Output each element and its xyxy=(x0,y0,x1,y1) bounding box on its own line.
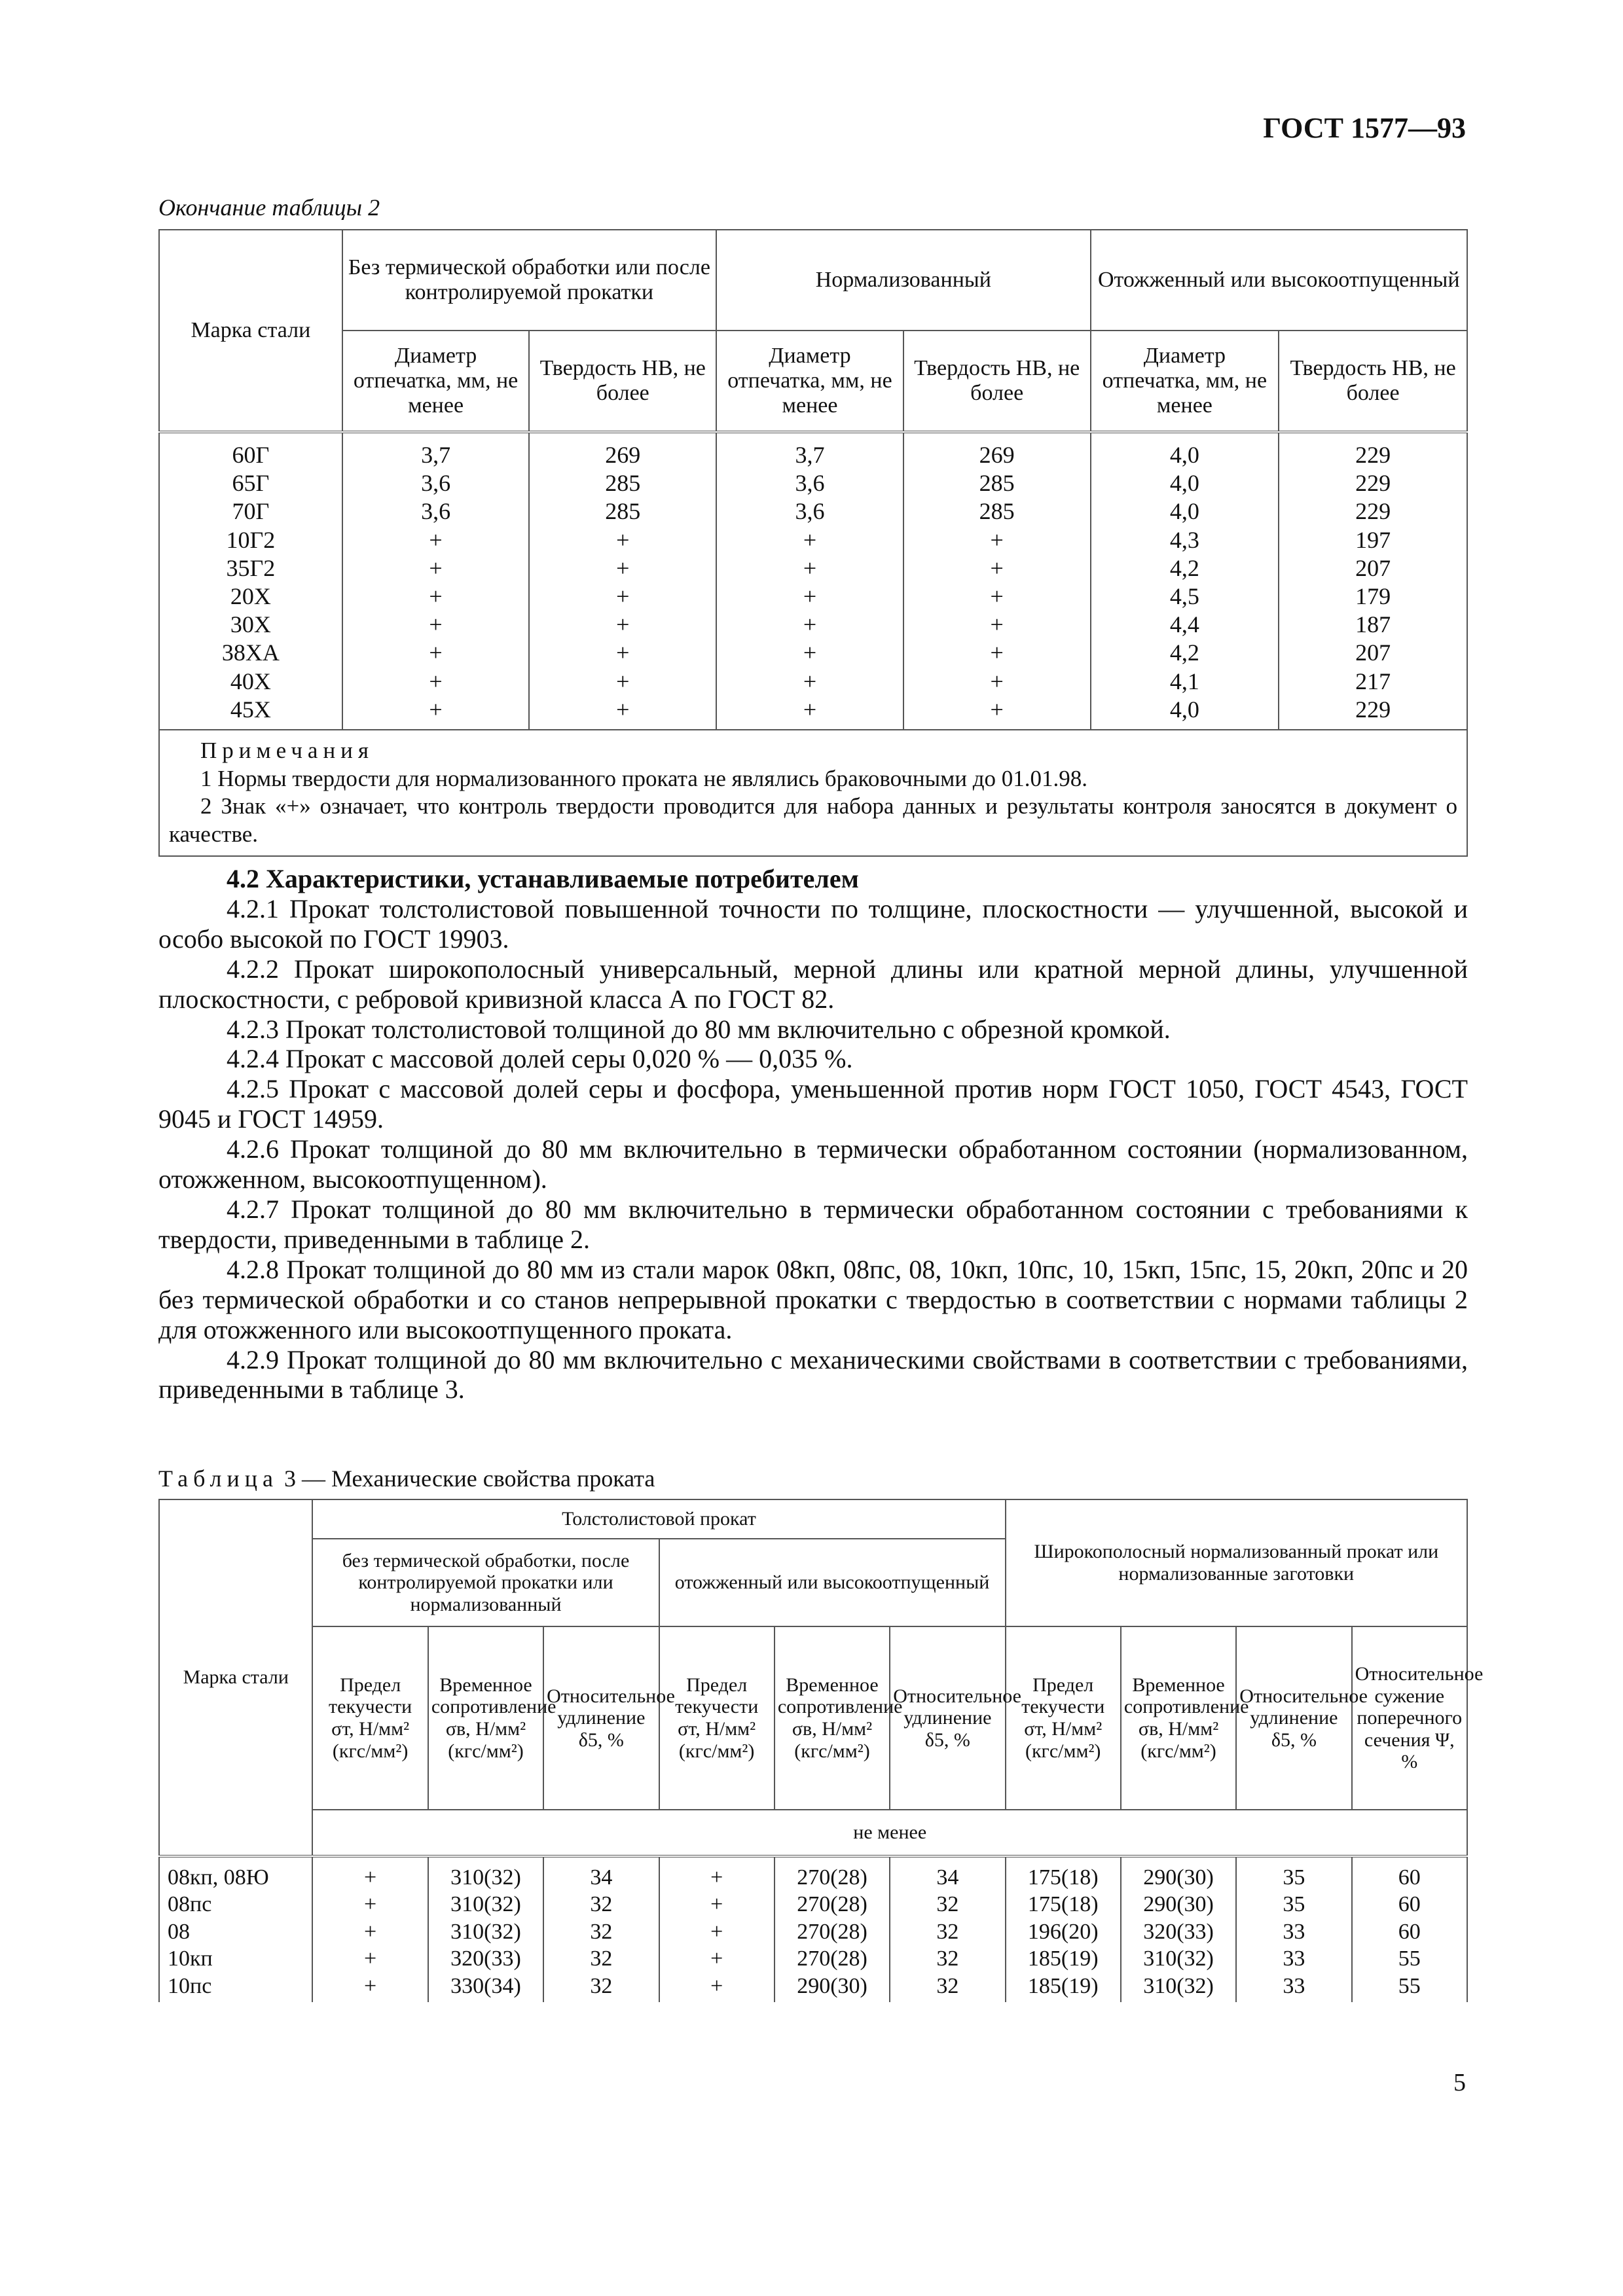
header-diameter: Диаметр отпечатка, мм, не менее xyxy=(342,331,530,432)
header-reduction: Относительное сужение поперечного сечения Ψ, % xyxy=(1352,1626,1467,1810)
marks-column: 08кп, 08Ю 08пс 08 10кп 10пс xyxy=(159,1856,312,2002)
header-diameter: Диаметр отпечатка, мм, не менее xyxy=(716,331,903,432)
data-column: 229 229 229 197 207 179 187 207 217 229 xyxy=(1279,432,1467,730)
paragraph: 4.2.6 Прокат толщиной до 80 мм включительно в термически обработанном состоянии (нормализованном, отожженном, высокоотпущенном). xyxy=(158,1134,1468,1194)
header-group-no-treatment: Без термической обработки или после контролируемой прокатки xyxy=(342,230,716,331)
marks-column: 60Г 65Г 70Г 10Г2 35Г2 20Х 30Х 38ХА 40Х 45Х xyxy=(159,432,342,730)
paragraph: 4.2.8 Прокат толщиной до 80 мм из стали марок 08кп, 08пс, 08, 10кп, 10пс, 10, 15кп, 15пс, 15, 20кп, 20пс и 20 без термической обработки и со станов непрерывной прокатки с твердостью в соответствии с нормами таблицы 2 для отожженного или высокоотпущенного проката. xyxy=(158,1254,1468,1344)
data-column: 310(32) 310(32) 310(32) 320(33) 330(34) xyxy=(428,1856,543,2002)
header-group-thick: Толстолистовой прокат xyxy=(312,1499,1005,1539)
header-sub-annealed: отожженный или высокоотпущенный xyxy=(659,1539,1006,1626)
header-hardness: Твердость НВ, не более xyxy=(903,331,1091,432)
data-column: 175(18) 175(18) 196(20) 185(19) 185(19) xyxy=(1006,1856,1121,2002)
paragraph: 4.2.9 Прокат толщиной до 80 мм включительно с механическими свойствами в соответствии с требованиями, приведенными в таблице 3. xyxy=(158,1344,1468,1405)
note-2: 2 Знак «+» означает, что контроль твердости проводится для набора данных и результаты контроля заносятся в документ о качестве. xyxy=(169,793,1457,847)
data-column: 269 285 285 + + + + + + + xyxy=(529,432,716,730)
paragraph: 4.2.2 Прокат широкополосный универсальный, мерной длины или кратной мерной длины, улучшенной плоскостности, с ребровой кривизной класса А по ГОСТ 82. xyxy=(158,954,1468,1014)
header-tensile: Временное сопротивление σв, Н/мм² (кгс/мм²) xyxy=(1121,1626,1236,1810)
data-column: 3,7 3,6 3,6 + + + + + + + xyxy=(342,432,530,730)
section-heading: 4.2 Характеристики, устанавливаемые потребителем xyxy=(227,864,859,893)
data-column: 35 35 33 33 33 xyxy=(1236,1856,1351,2002)
data-column: + + + + + xyxy=(659,1856,775,2002)
paragraph: 4.2.5 Прокат с массовой долей серы и фосфора, уменьшенной против норм ГОСТ 1050, ГОСТ 4543, ГОСТ 9045 и ГОСТ 14959. xyxy=(158,1074,1468,1134)
header-not-less: не менее xyxy=(312,1810,1467,1856)
header-group-normalized: Нормализованный xyxy=(716,230,1090,331)
header-hardness: Твердость НВ, не более xyxy=(529,331,716,432)
document-id: ГОСТ 1577—93 xyxy=(1263,112,1466,144)
header-group-annealed: Отожженный или высокоотпущенный xyxy=(1091,230,1467,331)
header-yield: Предел текучести σт, Н/мм² (кгс/мм²) xyxy=(1006,1626,1121,1810)
paragraph: 4.2.4 Прокат с массовой долей серы 0,020 % — 0,035 %. xyxy=(227,1044,853,1074)
header-hardness: Твердость НВ, не более xyxy=(1279,331,1467,432)
header-elongation: Относительное удлинение δ5, % xyxy=(543,1626,659,1810)
header-group-wide: Широкополосный нормализованный прокат или нормализованные заготовки xyxy=(1006,1499,1467,1626)
paragraph: 4.2.1 Прокат толстолистовой повышенной точности по толщине, плоскостности — улучшенной, высокой и особо высокой по ГОСТ 19903. xyxy=(158,893,1468,954)
table-3 xyxy=(158,1499,1484,2002)
table3-caption-word: Таблица xyxy=(158,1465,278,1492)
data-column: 270(28) 270(28) 270(28) 270(28) 290(30) xyxy=(775,1856,890,2002)
data-column: 60 60 60 55 55 xyxy=(1352,1856,1467,2002)
data-column: 269 285 285 + + + + + + + xyxy=(903,432,1091,730)
table3-caption xyxy=(158,1465,655,1492)
header-elongation: Относительное удлинение δ5, % xyxy=(890,1626,1005,1810)
header-mark: Марка стали xyxy=(159,1499,312,1856)
data-column: 290(30) 290(30) 320(33) 310(32) 310(32) xyxy=(1121,1856,1236,2002)
section-text xyxy=(158,864,1468,1405)
data-column: 34 32 32 32 32 xyxy=(543,1856,659,2002)
table2-caption: Окончание таблицы 2 xyxy=(158,194,380,221)
header-mark: Марка стали xyxy=(159,230,342,432)
page-number: 5 xyxy=(1453,2069,1466,2096)
table-2 xyxy=(158,229,1468,857)
paragraph: 4.2.3 Прокат толстолистовой толщиной до 80 мм включительно с обрезной кромкой. xyxy=(227,1014,1171,1044)
data-column: + + + + + xyxy=(312,1856,428,2002)
header-yield: Предел текучести σт, Н/мм² (кгс/мм²) xyxy=(312,1626,428,1810)
paragraph: 4.2.7 Прокат толщиной до 80 мм включительно в термически обработанном состоянии с требованиями к твердости, приведенными в таблице 2. xyxy=(158,1194,1468,1254)
header-tensile: Временное сопротивление σв, Н/мм² (кгс/мм²) xyxy=(775,1626,890,1810)
header-elongation: Относительное удлинение δ5, % xyxy=(1236,1626,1351,1810)
data-column: 3,7 3,6 3,6 + + + + + + + xyxy=(716,432,903,730)
header-diameter: Диаметр отпечатка, мм, не менее xyxy=(1091,331,1279,432)
table3-caption-rest: 3 — Механические свойства проката xyxy=(283,1465,655,1492)
data-column: 34 32 32 32 32 xyxy=(890,1856,1005,2002)
header-yield: Предел текучести σт, Н/мм² (кгс/мм²) xyxy=(659,1626,775,1810)
notes xyxy=(159,730,1467,856)
header-sub-no-treatment: без термической обработки, после контролируемой прокатки или нормализованный xyxy=(312,1539,659,1626)
data-column: 4,0 4,0 4,0 4,3 4,2 4,5 4,4 4,2 4,1 4,0 xyxy=(1091,432,1279,730)
note-1: 1 Нормы твердости для нормализованного проката не являлись браковочными до 01.01.98. xyxy=(200,765,1088,791)
notes-title: Примечания xyxy=(200,737,374,763)
header-tensile: Временное сопротивление σв, Н/мм² (кгс/мм²) xyxy=(428,1626,543,1810)
